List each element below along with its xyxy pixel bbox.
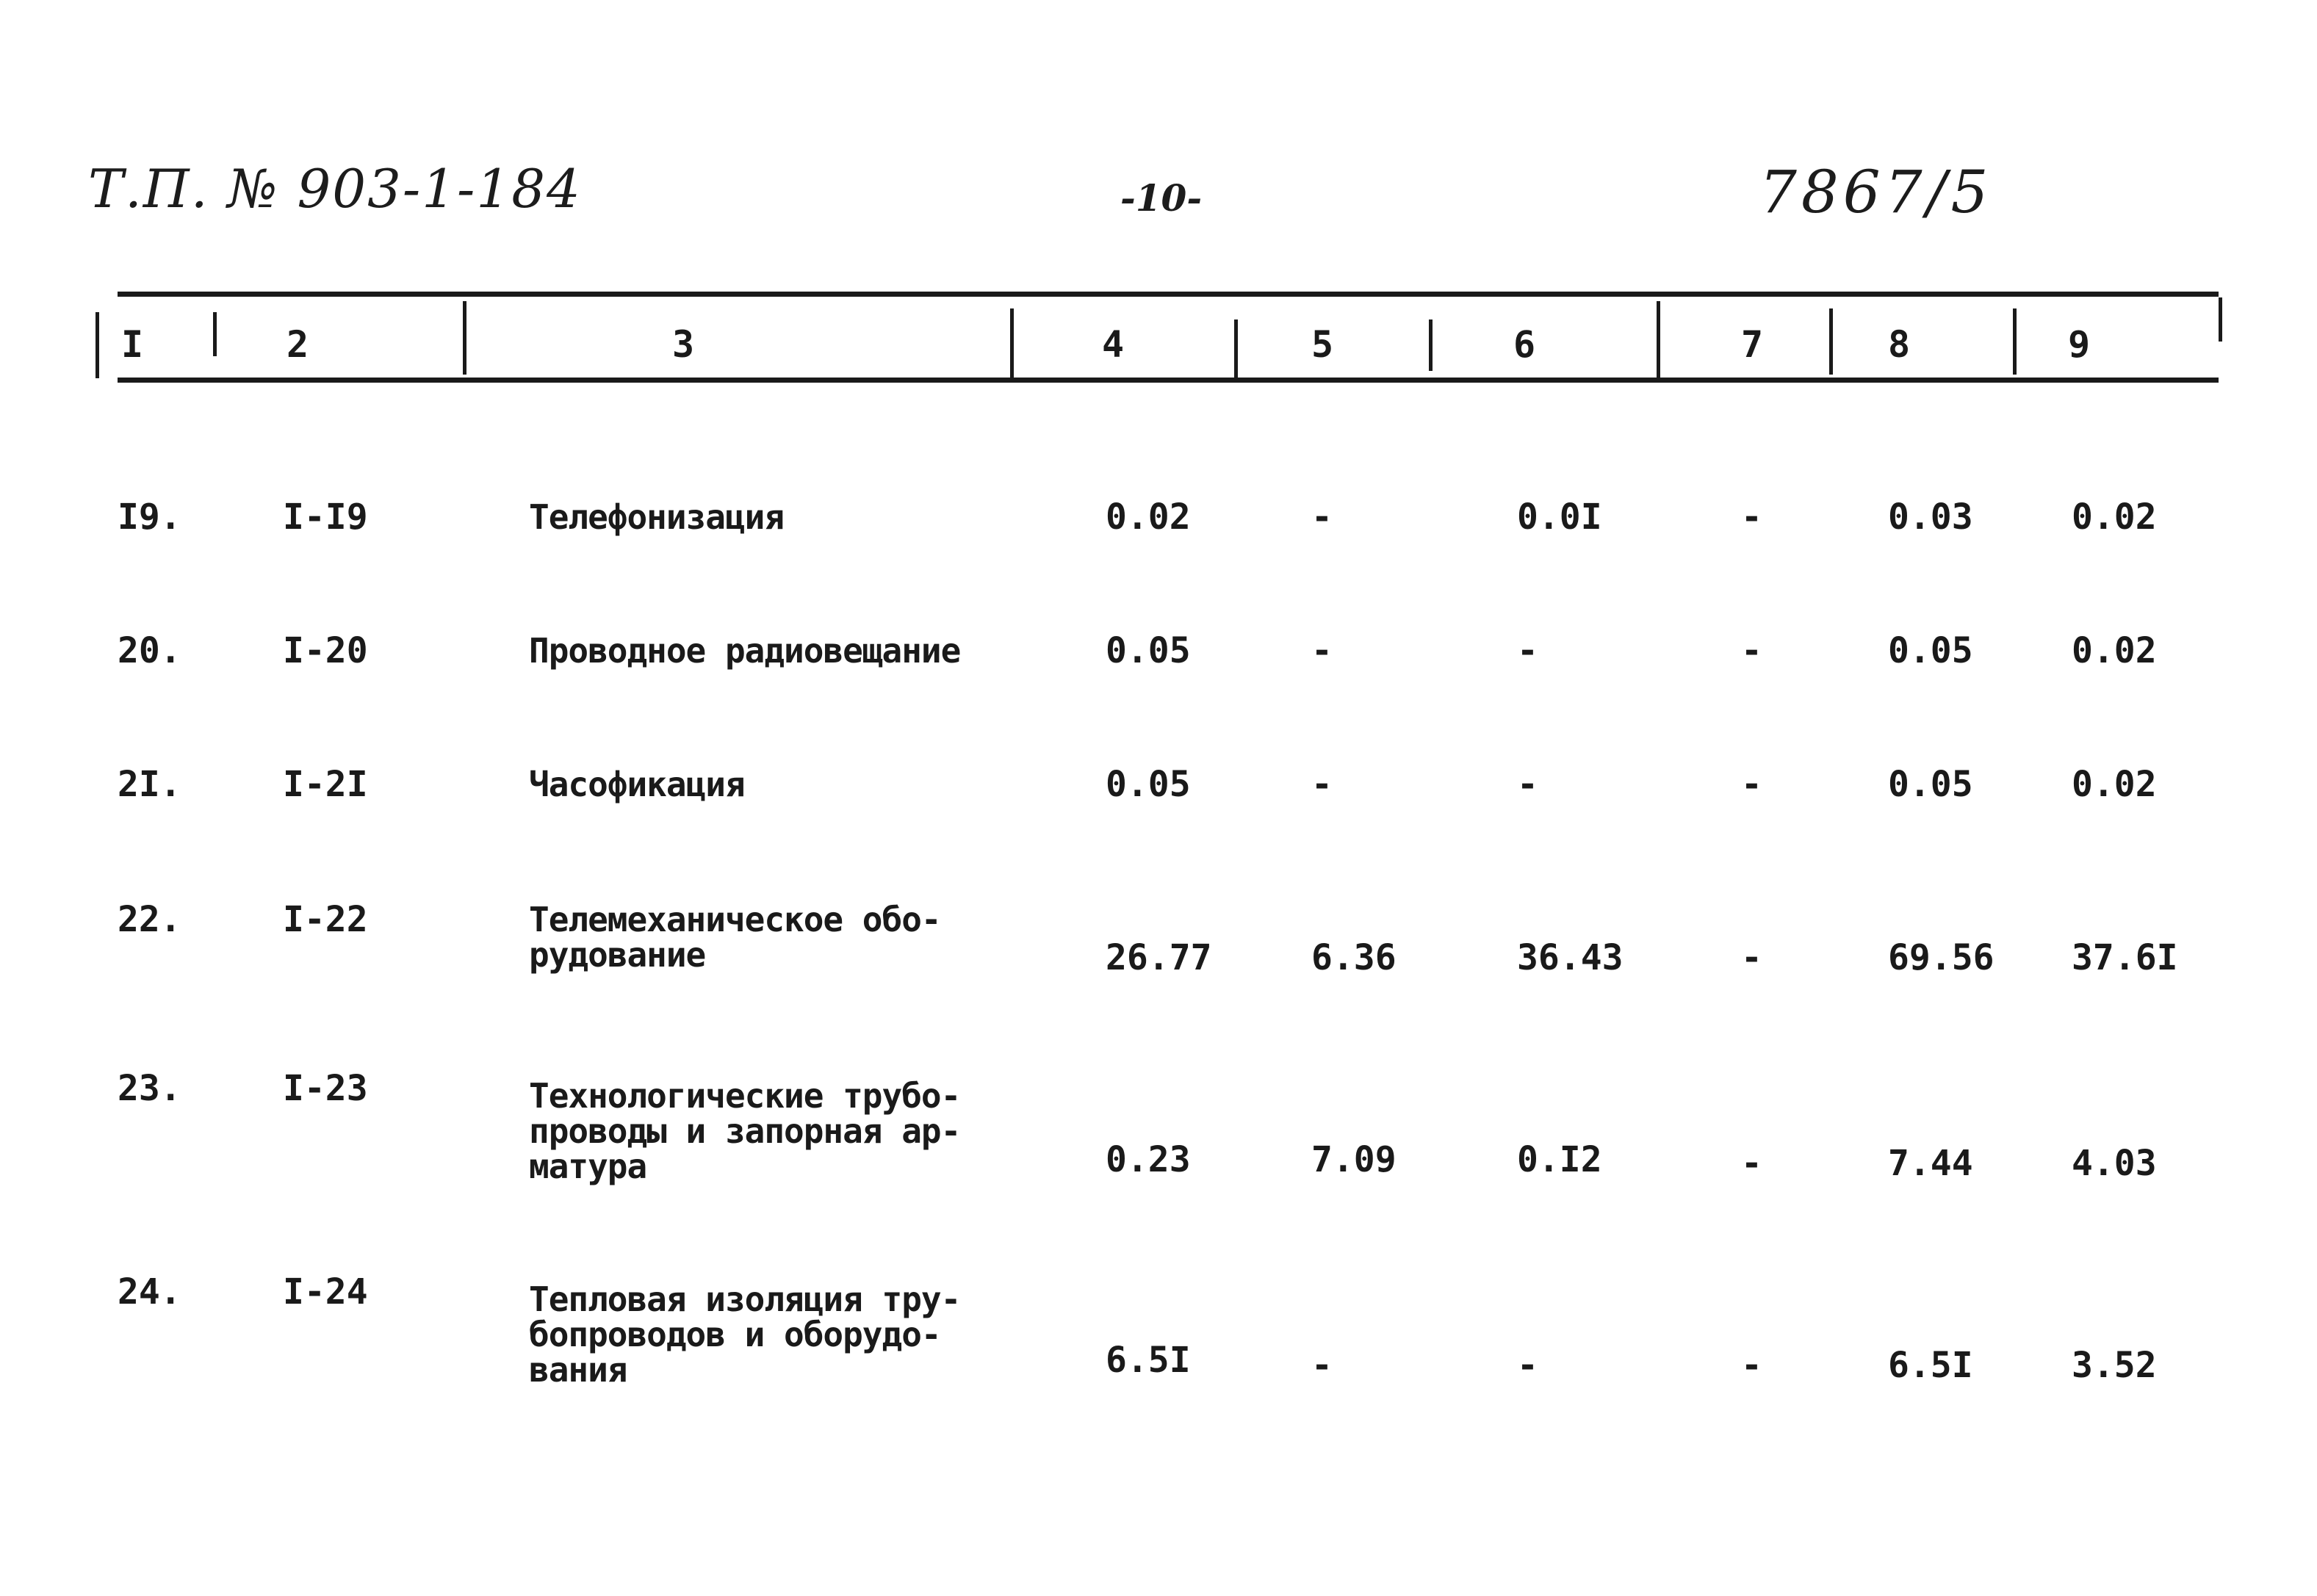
column-separator bbox=[213, 312, 217, 356]
column-header-9: 9 bbox=[2068, 323, 2091, 366]
row-col-7: - bbox=[1741, 764, 1762, 805]
row-col-5: - bbox=[1311, 630, 1333, 671]
row-col-5: - bbox=[1311, 764, 1333, 805]
row-col-6: - bbox=[1517, 1345, 1538, 1386]
column-header-4: 4 bbox=[1102, 323, 1125, 366]
column-separator bbox=[1010, 308, 1014, 378]
row-number: 24. bbox=[118, 1271, 181, 1312]
row-col-9: 37.6I bbox=[2072, 937, 2178, 978]
column-header-2: 2 bbox=[287, 323, 309, 366]
row-col-6: - bbox=[1517, 630, 1538, 671]
row-code: I-20 bbox=[283, 630, 368, 671]
column-header-5: 5 bbox=[1311, 323, 1334, 366]
column-separator bbox=[1657, 301, 1660, 378]
row-name: Часофикация bbox=[529, 765, 745, 804]
row-code: I-22 bbox=[283, 899, 368, 940]
row-name: Технологические трубо- проводы и запорная ар- матура bbox=[529, 1076, 961, 1186]
row-code: I-I9 bbox=[283, 497, 368, 538]
row-name: Тепловая изоляция тру- бопроводов и оборудо- вания bbox=[529, 1279, 961, 1390]
column-separator bbox=[1429, 319, 1433, 371]
row-col-8: 6.5I bbox=[1888, 1345, 1973, 1386]
sheet-code: 7867/5 bbox=[1759, 158, 1993, 226]
page-number: -10- bbox=[1120, 176, 1203, 220]
row-col-5: 7.09 bbox=[1311, 1139, 1397, 1180]
row-col-9: 3.52 bbox=[2072, 1345, 2157, 1386]
column-header-1: I bbox=[121, 323, 144, 366]
column-separator bbox=[2219, 297, 2222, 342]
row-col-4: 0.05 bbox=[1106, 630, 1191, 671]
column-separator bbox=[463, 301, 466, 375]
row-col-6: 36.43 bbox=[1517, 937, 1624, 978]
column-header-8: 8 bbox=[1888, 323, 1911, 366]
row-name: Проводное радиовещание bbox=[529, 631, 961, 671]
row-col-4: 0.05 bbox=[1106, 764, 1191, 805]
row-col-4: 0.23 bbox=[1106, 1139, 1191, 1180]
table-top-rule bbox=[118, 292, 2219, 297]
column-separator bbox=[2013, 308, 2017, 375]
row-col-6: - bbox=[1517, 764, 1538, 805]
column-separator bbox=[1234, 319, 1238, 378]
row-col-5: - bbox=[1311, 1345, 1333, 1386]
column-header-3: 3 bbox=[672, 323, 695, 366]
row-col-7: - bbox=[1741, 937, 1762, 978]
row-col-7: - bbox=[1741, 1143, 1762, 1184]
row-code: I-24 bbox=[283, 1271, 368, 1312]
row-number: 20. bbox=[118, 630, 181, 671]
row-code: I-2I bbox=[283, 764, 368, 805]
row-col-4: 26.77 bbox=[1106, 937, 1212, 978]
row-col-9: 0.02 bbox=[2072, 497, 2157, 538]
column-header-6: 6 bbox=[1513, 323, 1536, 366]
row-number: 2I. bbox=[118, 764, 181, 805]
row-col-6: 0.0I bbox=[1517, 497, 1602, 538]
row-col-8: 0.03 bbox=[1888, 497, 1973, 538]
row-col-6: 0.I2 bbox=[1517, 1139, 1602, 1180]
row-col-4: 0.02 bbox=[1106, 497, 1191, 538]
row-col-5: 6.36 bbox=[1311, 937, 1397, 978]
row-name: Телемеханическое обо- рудование bbox=[529, 900, 941, 975]
row-number: I9. bbox=[118, 497, 181, 538]
row-col-7: - bbox=[1741, 630, 1762, 671]
row-col-9: 4.03 bbox=[2072, 1143, 2157, 1184]
row-number: 22. bbox=[118, 899, 181, 940]
row-col-7: - bbox=[1741, 1345, 1762, 1386]
row-col-4: 6.5I bbox=[1106, 1340, 1191, 1381]
row-col-5: - bbox=[1311, 497, 1333, 538]
row-col-8: 69.56 bbox=[1888, 937, 1995, 978]
column-header-7: 7 bbox=[1741, 323, 1764, 366]
row-name: Телефонизация bbox=[529, 497, 785, 537]
row-col-8: 7.44 bbox=[1888, 1143, 1973, 1184]
row-code: I-23 bbox=[283, 1068, 368, 1109]
column-separator bbox=[1829, 308, 1833, 375]
document-reference: Т.П. № 903-1-184 bbox=[88, 158, 582, 220]
row-col-9: 0.02 bbox=[2072, 764, 2157, 805]
row-col-9: 0.02 bbox=[2072, 630, 2157, 671]
row-col-8: 0.05 bbox=[1888, 764, 1973, 805]
table-header-bottom-rule bbox=[118, 378, 2219, 383]
row-col-7: - bbox=[1741, 497, 1762, 538]
row-col-8: 0.05 bbox=[1888, 630, 1973, 671]
row-number: 23. bbox=[118, 1068, 181, 1109]
column-separator bbox=[96, 312, 99, 378]
